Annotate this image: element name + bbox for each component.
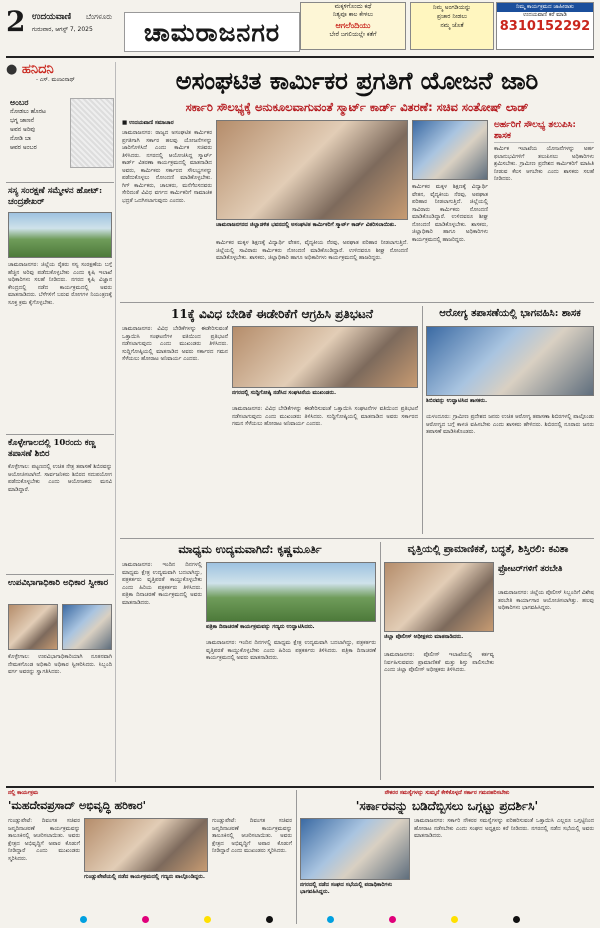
divider: [6, 786, 594, 788]
photo-caption: ಚಾಮರಾಜನಗರದ ಜಿಲ್ಲಾಡಳಿತ ಭವನದಲ್ಲಿ ಅಸಂಘಟಿತ ಕಾರ್ಮಿಕರಿಗೆ ಸ್ಮಾರ್ಟ್ ಕಾರ್ಡ್ ವಿತರಿಸಲಾಯಿತು.: [216, 222, 397, 228]
story-body: ಯಳಂದೂರು: ಗ್ರಾಮೀಣ ಪ್ರದೇಶದ ಜನರು ಉಚಿತ ಆರೋಗ್ಯ ತಪಾಸಣಾ ಶಿಬಿರಗಳಲ್ಲಿ ಪಾಲ್ಗೊಂಡು ಆರೋಗ್ಯದ ಬಗ್ಗೆ ಕಾಳಜಿ ವಹಿಸಬೇಕು ಎಂದು ಶಾಸಕರು ಹೇಳಿದರು. ಶಿಬಿರದಲ್ಲಿ ನೂರಾರು ಜನರು ತಪಾಸಣೆ ಮಾಡಿಸಿಕೊಂಡರು.: [426, 414, 594, 435]
registration-dot-icon: [266, 916, 273, 923]
story-photo: [62, 604, 112, 650]
photo-caption: ಪತ್ರಿಕಾ ದಿನಾಚರಣೆ ಕಾರ್ಯಕ್ರಮವನ್ನು ಗಣ್ಯರು ಉದ್ಘಾಟಿಸಿದರು.: [206, 624, 315, 630]
paper-name: ಉದಯವಾಣಿ: [32, 12, 72, 22]
bottom-section: [0, 786, 600, 928]
story-headline[interactable]: ಉಪವಿಭಾಗಾಧಿಕಾರಿ ಅಧಿಕಾರ ಸ್ವೀಕಾರ: [8, 578, 109, 588]
cartoon-illustration: [70, 98, 114, 168]
paper-city: ಬೆಂಗಳೂರು: [86, 13, 113, 21]
advertisement-shop[interactable]: [410, 2, 494, 50]
sidebar-headline[interactable]: ಅರ್ಹರಿಗೆ ಸೌಲಭ್ಯ ತಲುಪಿಸಿ: ಶಾಸಕ: [494, 120, 594, 143]
brand-name: ಹನಿದನಿ: [21, 62, 54, 77]
lead-photo-secondary: [412, 120, 488, 180]
photo-caption: ಶಿಬಿರವನ್ನು ಉದ್ಘಾಟಿಸಿದ ಶಾಸಕರು.: [426, 398, 488, 404]
registration-dot-icon: [204, 916, 211, 923]
story-photo: [206, 562, 376, 622]
lead-subheadline: ಸರ್ಕಾರಿ ಸೌಲಭ್ಯಕ್ಕೆ ಅನುಕೂಲವಾಗುವಂತೆ ಸ್ಮಾರ್ಟ್ ಕಾರ್ಡ್ ವಿತರಣೆ: ಸಚಿವ ಸಂತೋಷ್ ಲಾಡ್: [185, 100, 529, 114]
paper-date: ಗುರುವಾರ, ಆಗಸ್ಟ್ 7, 2025: [32, 26, 93, 33]
poem-line: ಅವನ ಅರಿವು: [10, 126, 36, 133]
story-photo: [300, 818, 410, 880]
story-body: ಗುಂಡ್ಲುಪೇಟೆ: ದಿವಂಗತ ಸಚಿವರ ಜನ್ಮದಿನಾಚರಣೆ ಕಾರ್ಯಕ್ರಮವನ್ನು ತಾಲೂಕಿನಲ್ಲಿ ಆಚರಿಸಲಾಯಿತು. ಅವರು ಕ್ಷೇತ್ರದ ಅಭಿವೃದ್ಧಿಗೆ ಅಪಾರ ಕೊಡುಗೆ ನೀಡಿದ್ದಾರೆ ಎಂದು ಮುಖಂಡರು ಸ್ಮರಿಸಿದರು.: [212, 818, 292, 854]
registration-dot-icon: [80, 916, 87, 923]
registration-dot-icon: [327, 916, 334, 923]
ad-highlight: ಆಗಲೆಂದಿಯು: [335, 21, 371, 30]
registration-dot-icon: [513, 916, 520, 923]
lead-body: ಚಾಮರಾಜನಗರ: ರಾಜ್ಯದ ಅಸಂಘಟಿತ ಕಾರ್ಮಿಕರ ಪ್ರಗತಿಗಾಗಿ ಸರ್ಕಾರ ಹಲವು ಯೋಜನೆಗಳನ್ನು ಜಾರಿಗೊಳಿಸಿದೆ ಎಂದು ಕಾರ್ಮಿಕ ಸಚಿವರು ತಿಳಿಸಿದರು. ನಗರದಲ್ಲಿ ಆಯೋಜಿಸಿದ್ದ ಸ್ಮಾರ್ಟ್ ಕಾರ್ಡ್ ವಿತರಣಾ ಕಾರ್ಯಕ್ರಮದಲ್ಲಿ ಮಾತನಾಡಿದ ಅವರು, ಕಾರ್ಮಿಕರು ಸರ್ಕಾರದ ಸೌಲಭ್ಯಗಳನ್ನು ಪಡೆದುಕೊಳ್ಳಲು ನೋಂದಣಿ ಮಾಡಿಕೊಳ್ಳಬೇಕು. ಗಿಗ್ ಕಾರ್ಮಿಕರು, ಚಾಲಕರು, ಮನೆಗೆಲಸದವರು ಸೇರಿದಂತೆ ವಿವಿಧ ವರ್ಗದ ಕಾರ್ಮಿಕರಿಗೆ ಸಾಮಾಜಿಕ ಭದ್ರತೆ ಒದಗಿಸಲಾಗುವುದು ಎಂದರು.: [122, 130, 212, 204]
story-body: ಚಾಮರಾಜನಗರ: ವಿವಿಧ ಬೇಡಿಕೆಗಳನ್ನು ಈಡೇರಿಸುವಂತೆ ಒತ್ತಾಯಿಸಿ ಸಂಘಟನೆಗಳ ವತಿಯಿಂದ ಪ್ರತಿಭಟನೆ ನಡೆಸಲಾಗುವುದು ಎಂದು ಮುಖಂಡರು ತಿಳಿಸಿದರು. ಸುದ್ದಿಗೋಷ್ಠಿಯಲ್ಲಿ ಮಾತನಾಡಿದ ಅವರು ಸರ್ಕಾರದ ಗಮನ ಸೆಳೆಯಲು ಹೋರಾಟ ಅನಿವಾರ್ಯ ಎಂದರು.: [122, 326, 228, 362]
section-title: ಚಾಮರಾಜನಗರ: [124, 12, 300, 52]
photo-caption: ನಗರದಲ್ಲಿ ನಡೆದ ಸಂಘದ ಸಭೆಯಲ್ಲಿ ಪದಾಧಿಕಾರಿಗಳು ಭಾಗವಹಿಸಿದ್ದರು.: [300, 882, 393, 895]
story-body: ಚಾಮರಾಜನಗರ: ಜಿಲ್ಲೆಯ ರೈತರು ಸಸ್ಯ ಸಂರಕ್ಷಣೆಯ ಬಗ್ಗೆ ಹೆಚ್ಚಿನ ಅರಿವು ಪಡೆದುಕೊಳ್ಳಬೇಕು ಎಂದು ಕೃಷಿ ಇಲಾಖೆ ಅಧಿಕಾರಿಗಳು ಸಲಹೆ ನೀಡಿದರು. ನಗರದ ಕೃಷಿ ವಿಜ್ಞಾನ ಕೇಂದ್ರದಲ್ಲಿ ನಡೆದ ಕಾರ್ಯಕ್ರಮದಲ್ಲಿ ಅವರು ಮಾತನಾಡಿದರು. ಬೆಳೆಗಳಿಗೆ ಬರುವ ರೋಗಗಳ ನಿಯಂತ್ರಣಕ್ಕೆ ಸೂಕ್ತ ಕ್ರಮ ಕೈಗೊಳ್ಳಬೇಕು.: [8, 262, 112, 306]
story-photo: [232, 326, 418, 388]
story-headline[interactable]: 'ಸರ್ಕಾರವನ್ನು ಬಡಿದೆಬ್ಬಿಸಲು ಒಗ್ಗಟ್ಟು ಪ್ರದರ್ಶಿಸಿ': [355, 799, 539, 813]
poem-title: ಅಂಬರ: [10, 98, 29, 107]
photo-caption: ಜಿಲ್ಲಾ ಪೊಲೀಸ್ ಅಧೀಕ್ಷಕರು ಮಾತನಾಡಿದರು.: [384, 634, 464, 640]
divider: [6, 434, 114, 435]
registration-dot-icon: [451, 916, 458, 923]
side-headline[interactable]: ಫ್ರೋಟರ್‌ಗಳಿಗೆ ತರಬೇತಿ: [498, 564, 563, 574]
divider: [422, 306, 423, 534]
registration-marks: [80, 916, 520, 924]
divider: [6, 574, 114, 575]
lead-body: ಕಾರ್ಮಿಕರ ಮಕ್ಕಳ ಶಿಕ್ಷಣಕ್ಕೆ ವಿದ್ಯಾರ್ಥಿ ವೇತನ, ವೈದ್ಯಕೀಯ ನೆರವು, ಅಪಘಾತ ಪರಿಹಾರ ನೀಡಲಾಗುತ್ತಿದೆ. ಜಿಲ್ಲೆಯಲ್ಲಿ ಸಾವಿರಾರು ಕಾರ್ಮಿಕರು ನೋಂದಣಿ ಮಾಡಿಕೊಂಡಿದ್ದಾರೆ. ಉಳಿದವರೂ ಶೀಘ್ರ ನೋಂದಣಿ ಮಾಡಿಕೊಳ್ಳಬೇಕು. ಶಾಸಕರು, ಜಿಲ್ಲಾಧಿಕಾರಿ ಹಾಗೂ ಅಧಿಕಾರಿಗಳು ಕಾರ್ಯಕ್ರಮದಲ್ಲಿ ಹಾಜರಿದ್ದರು.: [412, 184, 488, 243]
photo-caption: ಗುಂಡ್ಲುಪೇಟೆಯಲ್ಲಿ ನಡೆದ ಕಾರ್ಯಕ್ರಮದಲ್ಲಿ ಗಣ್ಯರು ಪಾಲ್ಗೊಂಡಿದ್ದರು.: [84, 874, 205, 880]
side-body: ಚಾಮರಾಜನಗರ: ಜಿಲ್ಲೆಯ ಪೊಲೀಸ್ ಸಿಬ್ಬಂದಿಗೆ ವಿಶೇಷ ತರಬೇತಿ ಕಾರ್ಯಾಗಾರ ಆಯೋಜಿಸಲಾಗಿತ್ತು. ಹಲವು ಅಧಿಕಾರಿಗಳು ಭಾಗವಹಿಸಿದ್ದರು.: [498, 590, 594, 611]
registration-dot-icon: [389, 916, 396, 923]
divider: [120, 302, 594, 303]
page-number: 2: [6, 5, 26, 38]
sidebar-body: ಕಾರ್ಮಿಕ ಇಲಾಖೆಯ ಯೋಜನೆಗಳನ್ನು ಅರ್ಹ ಫಲಾನುಭವಿಗಳಿಗೆ ತಲುಪಿಸಲು ಅಧಿಕಾರಿಗಳು ಶ್ರಮಿಸಬೇಕು. ಗ್ರಾಮೀಣ ಪ್ರದೇಶದ ಕಾರ್ಮಿಕರಿಗೆ ಮಾಹಿತಿ ನೀಡುವ ಕೆಲಸ ಆಗಬೇಕು ಎಂದು ಶಾಸಕರು ಸಲಹೆ ನೀಡಿದರು.: [494, 146, 594, 182]
story-tag: ನಲ್ಲಿ ಕಾರ್ಯಕ್ರಮ: [8, 790, 39, 796]
advertisement-story[interactable]: [300, 2, 406, 50]
column-brand: [6, 62, 116, 92]
story-body: ಚಾಮರಾಜನಗರ: ಪೊಲೀಸ್ ಇಲಾಖೆಯಲ್ಲಿ ಕರ್ತವ್ಯ ನಿರ್ವಹಿಸುವವರು ಪ್ರಾಮಾಣಿಕತೆ ಮತ್ತು ಶಿಸ್ತು ಪಾಲಿಸಬೇಕು ಎಂದು ಜಿಲ್ಲಾ ಪೊಲೀಸ್ ಅಧೀಕ್ಷಕರು ತಿಳಿಸಿದರು.: [384, 652, 494, 673]
drop-icon: ●: [6, 62, 18, 77]
byline: ■ ಉದಯವಾಣಿ ಸಮಾಚಾರ: [122, 120, 174, 126]
registration-dot-icon: [142, 916, 149, 923]
divider: [6, 182, 114, 183]
ad-line: ಬೇರೆ ಜಗಲಿಯಲ್ಲೇ ಕತೆಗೆ: [329, 31, 377, 38]
ad-line: ಪ್ರಚಾರ ನೀಡಲು: [436, 13, 468, 20]
story-headline[interactable]: ಸಸ್ಯ ಸಂರಕ್ಷಣೆ ಸಮ್ಮೇಳನ ಹೋಟ್: ಚಂದ್ರಶೇಖರ್: [8, 186, 103, 207]
story-photo: [84, 818, 208, 872]
ad-phone: 8310152292: [499, 19, 591, 34]
story-body: ಚಾಮರಾಜನಗರ: ಸರ್ಕಾರಿ ನೌಕರರ ಸಮಸ್ಯೆಗಳನ್ನು ಪರಿಹರಿಸುವಂತೆ ಒತ್ತಾಯಿಸಿ ಎಲ್ಲರೂ ಒಗ್ಗಟ್ಟಿನಿಂದ ಹೋರಾಟ ನಡೆಸಬೇಕು ಎಂದು ಸಂಘದ ಅಧ್ಯಕ್ಷರು ಕರೆ ನೀಡಿದರು. ನಗರದಲ್ಲಿ ನಡೆದ ಸಭೆಯಲ್ಲಿ ಅವರು ಮಾತನಾಡಿದರು.: [414, 818, 594, 839]
ad-line: ನಮ್ಮ ಜೊತೆ: [440, 22, 464, 29]
story-photo: [384, 562, 494, 632]
poem-line: ನೋಡಲು ಹೊರಟ: [10, 108, 46, 115]
lead-photo: [216, 120, 408, 220]
lead-body: ಕಾರ್ಮಿಕರ ಮಕ್ಕಳ ಶಿಕ್ಷಣಕ್ಕೆ ವಿದ್ಯಾರ್ಥಿ ವೇತನ, ವೈದ್ಯಕೀಯ ನೆರವು, ಅಪಘಾತ ಪರಿಹಾರ ನೀಡಲಾಗುತ್ತಿದೆ. ಜಿಲ್ಲೆಯಲ್ಲಿ ಸಾವಿರಾರು ಕಾರ್ಮಿಕರು ನೋಂದಣಿ ಮಾಡಿಕೊಂಡಿದ್ದಾರೆ. ಉಳಿದವರೂ ಶೀಘ್ರ ನೋಂದಣಿ ಮಾಡಿಕೊಳ್ಳಬೇಕು. ಶಾಸಕರು, ಜಿಲ್ಲಾಧಿಕಾರಿ ಹಾಗೂ ಅಧಿಕಾರಿಗಳು ಕಾರ್ಯಕ್ರಮದಲ್ಲಿ ಹಾಜರಿದ್ದರು.: [216, 240, 408, 261]
story-body: ಚಾಮರಾಜನಗರ: ಇಂದಿನ ದಿನಗಳಲ್ಲಿ ಮಾಧ್ಯಮ ಕ್ಷೇತ್ರ ಉದ್ಯಮವಾಗಿ ಬದಲಾಗಿದ್ದು, ಪತ್ರಕರ್ತರು ವೃತ್ತಿಪರತೆ ಕಾಯ್ದುಕೊಳ್ಳಬೇಕು ಎಂದು ಹಿರಿಯ ಪತ್ರಕರ್ತರು ತಿಳಿಸಿದರು. ಪತ್ರಿಕಾ ದಿನಾಚರಣೆ ಕಾರ್ಯಕ್ರಮದಲ್ಲಿ ಅವರು ಮಾತನಾಡಿದರು.: [122, 562, 202, 606]
photo-caption: ನಗರದಲ್ಲಿ ಸುದ್ದಿಗೋಷ್ಠಿ ನಡೆಸಿದ ಸಂಘಟನೆಯ ಮುಖಂಡರು.: [232, 390, 337, 396]
story-body: ಚಾಮರಾಜನಗರ: ಇಂದಿನ ದಿನಗಳಲ್ಲಿ ಮಾಧ್ಯಮ ಕ್ಷೇತ್ರ ಉದ್ಯಮವಾಗಿ ಬದಲಾಗಿದ್ದು, ಪತ್ರಕರ್ತರು ವೃತ್ತಿಪರತೆ ಕಾಯ್ದುಕೊಳ್ಳಬೇಕು ಎಂದು ಹಿರಿಯ ಪತ್ರಕರ್ತರು ತಿಳಿಸಿದರು. ಪತ್ರಿಕಾ ದಿನಾಚರಣೆ ಕಾರ್ಯಕ್ರಮದಲ್ಲಿ ಅವರು ಮಾತನಾಡಿದರು.: [206, 640, 376, 661]
ad-top: ನಿಮ್ಮ ಕಾರ್ಯಕ್ರಮದ ಜಾಹೀರಾತು: [497, 3, 593, 12]
story-headline[interactable]: ವೃತ್ತಿಯಲ್ಲಿ ಪ್ರಾಮಾಣಿಕತೆ, ಬದ್ಧತೆ, ಶಿಸ್ತಿರಲಿ: ಕವಿತಾ: [407, 544, 569, 555]
divider: [120, 538, 594, 539]
divider: [296, 790, 297, 924]
story-tag: ನೌಕರರ ಸಮಸ್ಯೆಗಳನ್ನು ಸುಮ್ಮನೆ ಕೇಳಿಕೊಳ್ಳದೆ ಸರ್ಕಾರ ಗಮನಹರಿಸಬೇಕು: [384, 790, 510, 796]
poem-line: ಆವರ ಅಂಬರ: [10, 144, 37, 151]
story-headline[interactable]: ಮಾಧ್ಯಮ ಉದ್ಯಮವಾಗಿದೆ: ಕೃಷ್ಣಮೂರ್ತಿ: [178, 543, 322, 556]
story-body: ಕೊಳ್ಳೇಗಾಲ: ಪಟ್ಟಣದಲ್ಲಿ ಉಚಿತ ನೇತ್ರ ತಪಾಸಣೆ ಶಿಬಿರವನ್ನು ಆಯೋಜಿಸಲಾಗಿದೆ. ಸಾರ್ವಜನಿಕರು ಶಿಬಿರದ ಸದುಪಯೋಗ ಪಡೆದುಕೊಳ್ಳಬೇಕು ಎಂದು ಆಯೋಜಕರು ಮನವಿ ಮಾಡಿದ್ದಾರೆ.: [8, 464, 112, 493]
lead-headline[interactable]: ಅಸಂಘಟಿತ ಕಾರ್ಮಿಕರ ಪ್ರಗತಿಗೆ ಯೋಜನೆ ಜಾರಿ: [175, 66, 539, 95]
story-headline[interactable]: 11ಕ್ಕೆ ವಿವಿಧ ಬೇಡಿಕೆ ಈಡೇರಿಕೆಗೆ ಆಗ್ರಹಿಸಿ ಪ್ರತಿಭಟನೆ: [171, 307, 373, 321]
ad-line: ಮಕ್ಕಳಿಗೊಂದು ಕಥೆ: [334, 3, 372, 10]
story-body: ಕೊಳ್ಳೇಗಾಲ: ಉಪವಿಭಾಗಾಧಿಕಾರಿಯಾಗಿ ನೂತನವಾಗಿ ನೇಮಕಗೊಂಡ ಅಧಿಕಾರಿ ಅಧಿಕಾರ ಸ್ವೀಕರಿಸಿದರು. ಸಿಬ್ಬಂದಿ ವರ್ಗ ಅವರನ್ನು ಸ್ವಾಗತಿಸಿದರು.: [8, 654, 112, 675]
story-photo: [8, 604, 58, 650]
brand-logo: [6, 62, 116, 77]
story-headline[interactable]: ಕೊಳ್ಳೇಗಾಲದಲ್ಲಿ 10ರಂದು ಕಣ್ಣ ತಪಾಸಣೆ ಶಿಬಿರ: [8, 438, 96, 459]
ad-sub: ಉದಯವಾಣಿ ಕರೆ ಮಾಡಿ: [523, 12, 567, 18]
story-photo: [426, 326, 594, 396]
brand-author: - ಎಸ್. ಮಂಜುನಾಥ್: [36, 77, 75, 83]
story-headline[interactable]: ಆರೋಗ್ಯ ತಪಾಸಣೆಯಲ್ಲಿ ಭಾಗವಹಿಸಿ: ಶಾಸಕ: [439, 308, 581, 319]
story-headline[interactable]: 'ಮಹದೇವಪ್ರಸಾದ್ ಅಭಿವೃದ್ಧಿ ಹರಿಕಾರ': [8, 799, 146, 812]
ad-line: ನಿತ್ಯವೂ ಕಾಲ ಕೇಳಲು: [332, 11, 374, 18]
ad-line: ನಿಮ್ಮ ಅಂಗಡಿಯನ್ನು: [433, 4, 471, 11]
poem-line: ನೋಡಿ ಬಾ: [10, 135, 32, 142]
left-column: [6, 62, 116, 782]
story-body: ಗುಂಡ್ಲುಪೇಟೆ: ದಿವಂಗತ ಸಚಿವರ ಜನ್ಮದಿನಾಚರಣೆ ಕಾರ್ಯಕ್ರಮವನ್ನು ತಾಲೂಕಿನಲ್ಲಿ ಆಚರಿಸಲಾಯಿತು. ಅವರು ಕ್ಷೇತ್ರದ ಅಭಿವೃದ್ಧಿಗೆ ಅಪಾರ ಕೊಡುಗೆ ನೀಡಿದ್ದಾರೆ ಎಂದು ಮುಖಂಡರು ಸ್ಮರಿಸಿದರು.: [8, 818, 80, 862]
divider: [380, 542, 381, 780]
story-photo: [8, 212, 112, 258]
poem-line: ಭಗ್ನ ಜಾಣನೆ: [10, 117, 35, 124]
story-body: ಚಾಮರಾಜನಗರ: ವಿವಿಧ ಬೇಡಿಕೆಗಳನ್ನು ಈಡೇರಿಸುವಂತೆ ಒತ್ತಾಯಿಸಿ ಸಂಘಟನೆಗಳ ವತಿಯಿಂದ ಪ್ರತಿಭಟನೆ ನಡೆಸಲಾಗುವುದು ಎಂದು ಮುಖಂಡರು ತಿಳಿಸಿದರು. ಸುದ್ದಿಗೋಷ್ಠಿಯಲ್ಲಿ ಮಾತನಾಡಿದ ಅವರು ಸರ್ಕಾರದ ಗಮನ ಸೆಳೆಯಲು ಹೋರಾಟ ಅನಿವಾರ್ಯ ಎಂದರು.: [232, 406, 418, 427]
advertisement-contact[interactable]: [496, 2, 594, 50]
